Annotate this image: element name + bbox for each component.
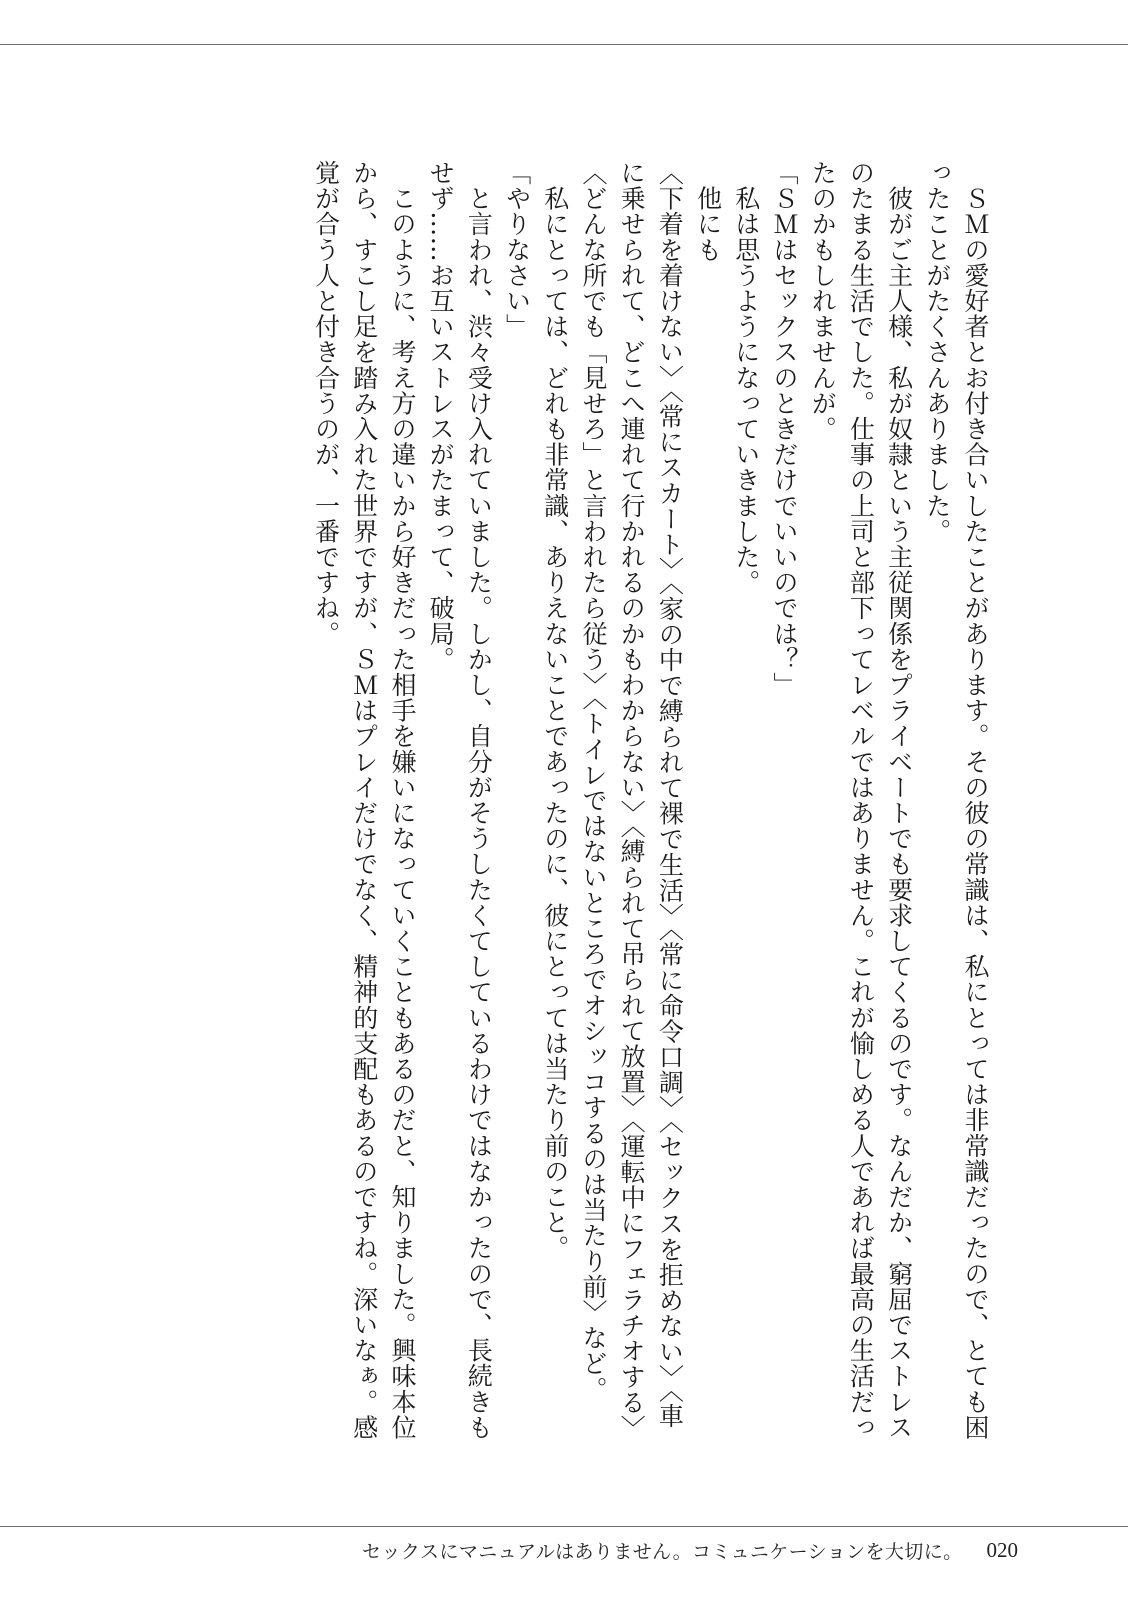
- paragraph: と言われ、渋々受け入れていました。しかし、自分がそうしたくてしているわけではなかったので、長続きもせず……お互いストレスがたまって、破局。: [426, 160, 494, 1440]
- paragraph: 「やりなさい」: [502, 160, 532, 340]
- paragraph: 彼がご主人様、私が奴隷という主従関係をプライベートでも要求してくるのです。なんだか、窮屈でストレスのたまる生活でした。仕事の上司と部下ってレベルではありません。これが愉しめる人であれば最高の生活だったのかもしれませんが。: [808, 160, 914, 1440]
- paragraph: 私にとっては、どれも非常識、ありえないことであったのに、彼にとっては当たり前のこと。: [540, 160, 570, 1261]
- paragraph: 他にも: [693, 160, 723, 263]
- paragraph: ＳＭの愛好者とお付き合いしたことがあります。その彼の常識は、私にとっては非常識だったので、とても困ったことがたくさんありました。: [922, 160, 990, 1440]
- paragraph: このように、考え方の違いから好きだった相手を嫌いになっていくこともあるのだと、知りました。興味本位から、すこし足を踏み入れた世界ですが、ＳＭはプレイだけでなく、精神的支配もあるのですね。深いなぁ。感覚が合う人と付き合うのが、一番ですね。: [311, 160, 417, 1440]
- page-number: 020: [986, 1537, 1018, 1562]
- paragraph: 「ＳＭはセックスのときだけでいいのでは？」: [769, 160, 799, 698]
- bottom-rule: [0, 1526, 1128, 1527]
- page-footer: [362, 1535, 1018, 1565]
- running-title: セックスにマニュアルはありません。コミュニケーションを大切に。: [362, 1540, 963, 1563]
- paragraph: 〈下着を着けない〉〈常にスカート〉〈家の中で縛られて裸で生活〉〈常に命令口調〉〈セックスを拒めない〉〈車に乗せられて、どこへ連れて行かれるのかもわからない〉〈縛られて吊られて放置〉〈運転中にフェラチオする〉〈どんな所でも「見せろ」と言われたら従う〉〈トイレではないところでオシッコするのは当たり前〉など。: [578, 160, 685, 1441]
- body-text: [134, 160, 994, 1450]
- top-rule: [0, 44, 1128, 45]
- paragraph: 私は思うようになっていきました。: [731, 160, 761, 596]
